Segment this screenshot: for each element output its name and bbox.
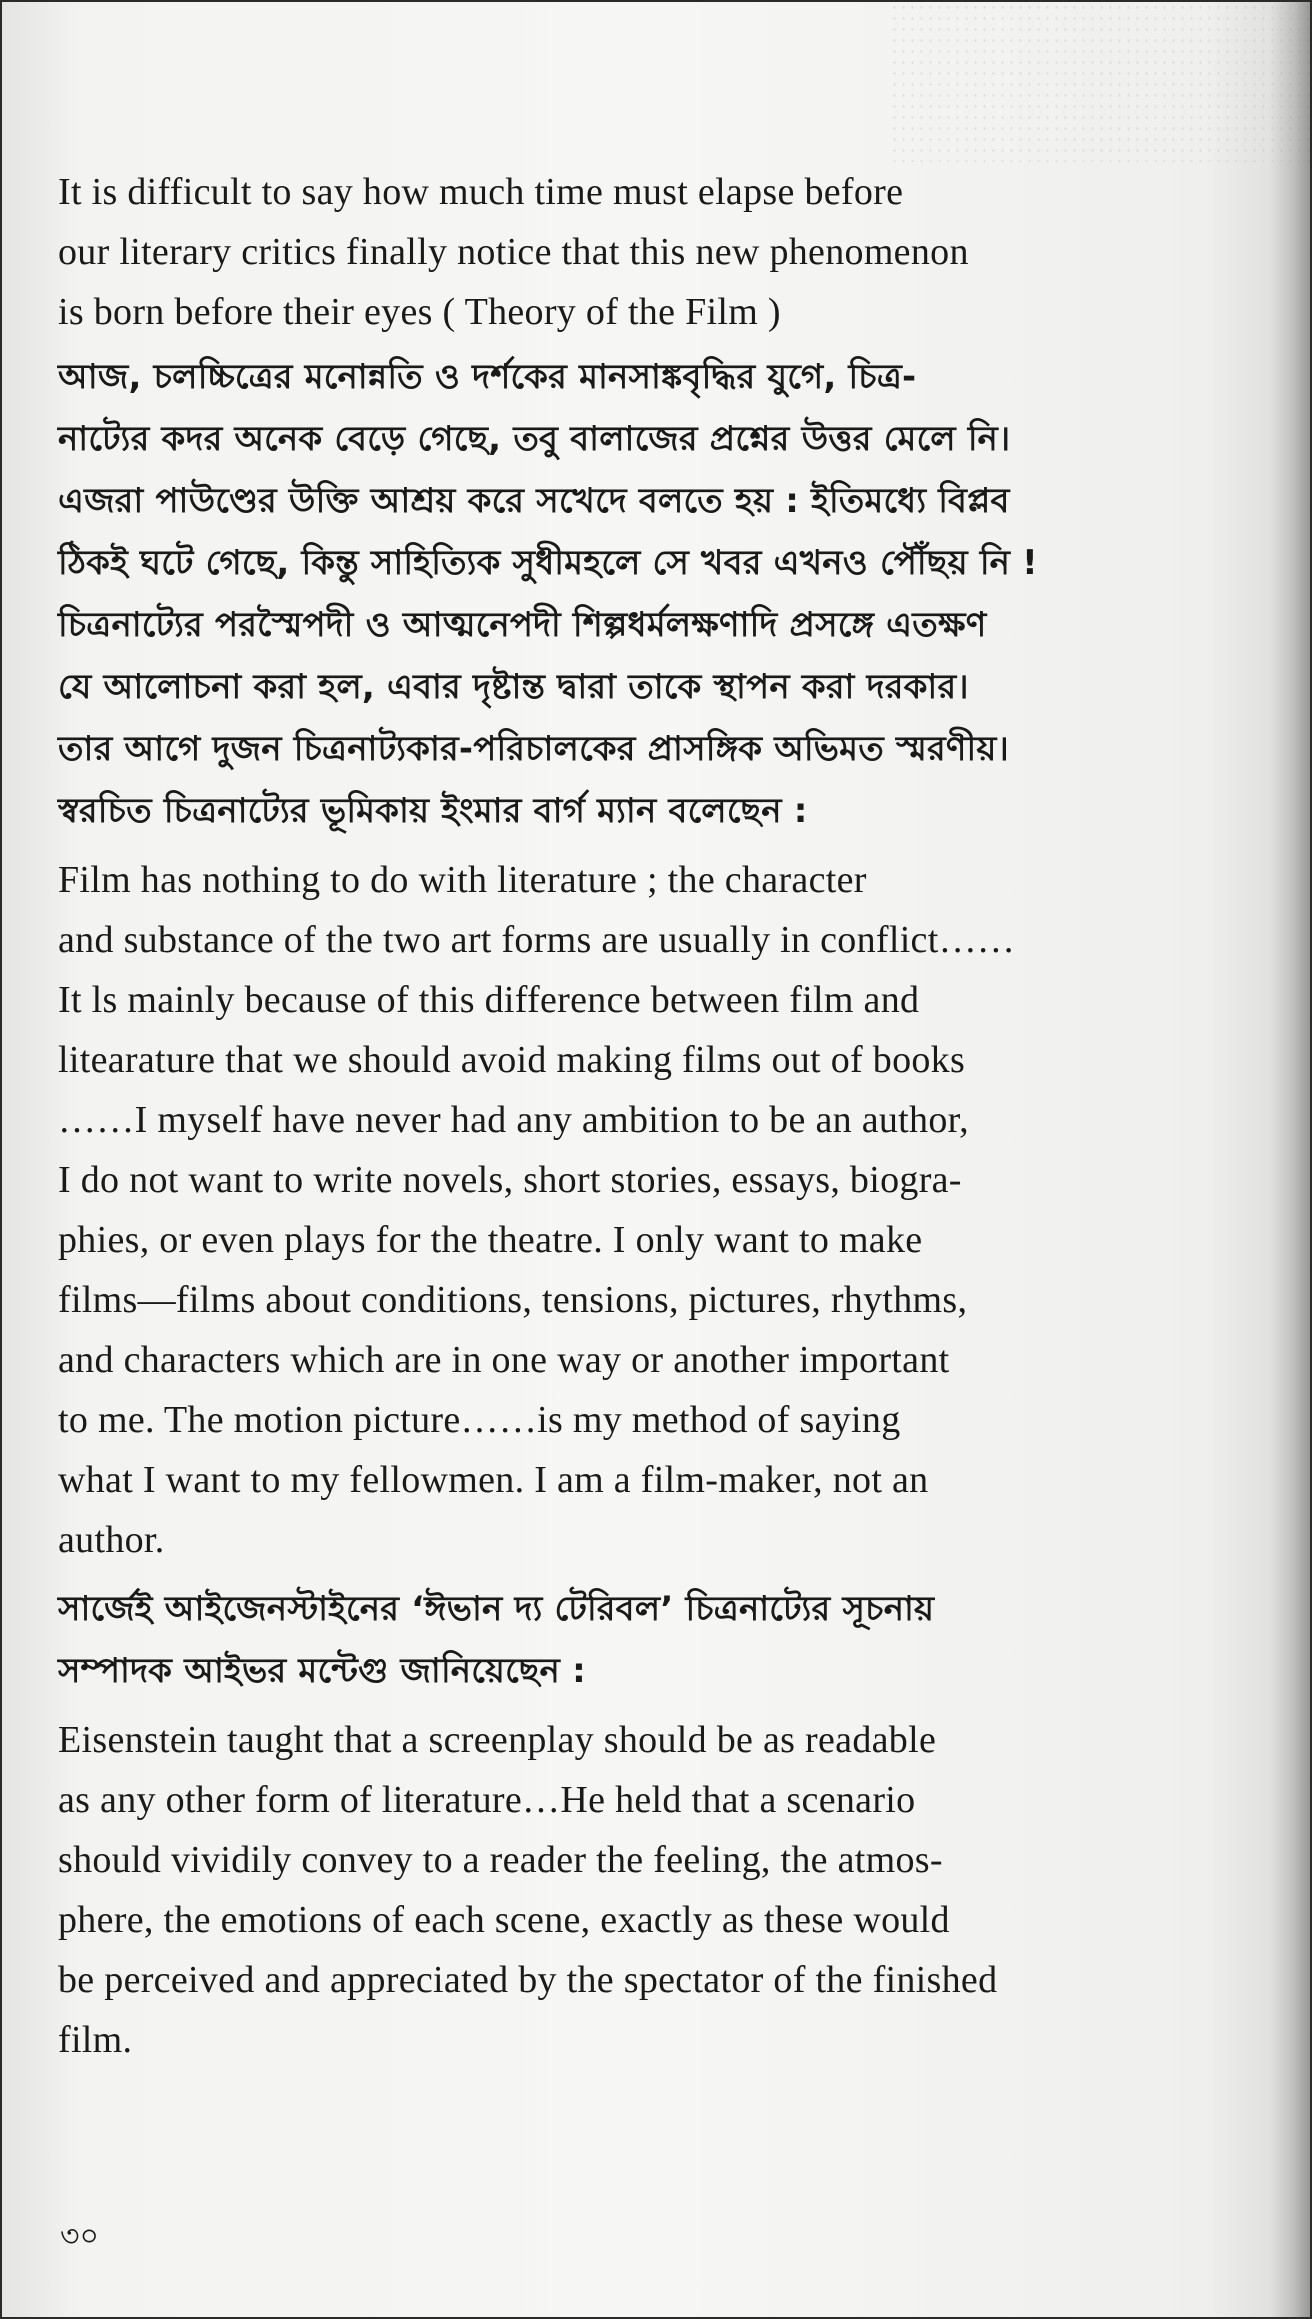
bengali-paragraph-1: আজ, চলচ্চিত্রের মনোন্নতি ও দর্শকের মানসাঙ্কবৃদ্ধির যুগে, চিত্র- নাট্যের কদর অনেক বেড়ে গেছে, তবু বালাজের প্রশ্নের উত্তর মেলে নি। এজরা পাউণ্ডের উক্তি আশ্রয় করে সখেদে বলতে হয় : ইতিমধ্যে বিপ্লব ঠিকই ঘটে গেছে, কিন্তু সাহিত্যিক সুধীমহলে সে খবর এখনও পৌঁছয় নি ! চিত্রনাট্যের পরস্মৈপদী ও আত্মনেপদী শিল্পধর্মলক্ষণাদি প্রসঙ্গে এতক্ষণ যে আলোচনা করা হল, এবার দৃষ্টান্ত দ্বারা তাকে স্থাপন করা দরকার। তার আগে দুজন চিত্রনাট্যকার-পরিচালকের প্রাসঙ্গিক অভিমত স্মরণীয়। স্বরচিত চিত্রনাট্যের ভূমিকায় ইংমার বার্গ ম্যান বলেছেন : bbox=[58, 357, 1038, 831]
paper-speckle-texture bbox=[890, 2, 1310, 162]
intro-quote-paragraph: It is difficult to say how much time must elapse before our literary critics finally notice that this new phenomenon is born before their eyes ( Theory of the Film ) bbox=[58, 171, 969, 333]
bengali-paragraph-2: সার্জেই আইজেনস্টাইনের ‘ঈভান দ্য টেরিবল’ চিত্রনাট্যের সূচনায় সম্পাদক আইভর মন্টেগু জানিয়েছেন : bbox=[58, 1589, 935, 1691]
bergman-quote-paragraph: Film has nothing to do with literature ; the character and substance of the two art forms are usually in conflict…… It ls mainly because of this difference between film and litearature that we should avoid making films out of books ……I myself have never had any ambition to be an author, I do not want to write novels, short stories, essays, biogra- phies, or even plays for the theatre. I only want to make films—films about conditions, tensions, pictures, rhythms, and characters which are in one way or another important to me. The motion picture……is my method of saying what I want to my fellowmen. I am a film-maker, not an author. bbox=[58, 859, 1016, 1561]
page-number: ৩০ bbox=[60, 2219, 100, 2254]
page-content bbox=[58, 162, 1278, 2070]
eisenstein-quote-paragraph: Eisenstein taught that a screenplay should be as readable as any other form of literature…He held that a scenario should vividily convey to a reader the feeling, the atmos- phere, the emotions of each scene, exactly as these would be perceived and appreciated by the spectator of the finished film. bbox=[58, 1719, 998, 2061]
